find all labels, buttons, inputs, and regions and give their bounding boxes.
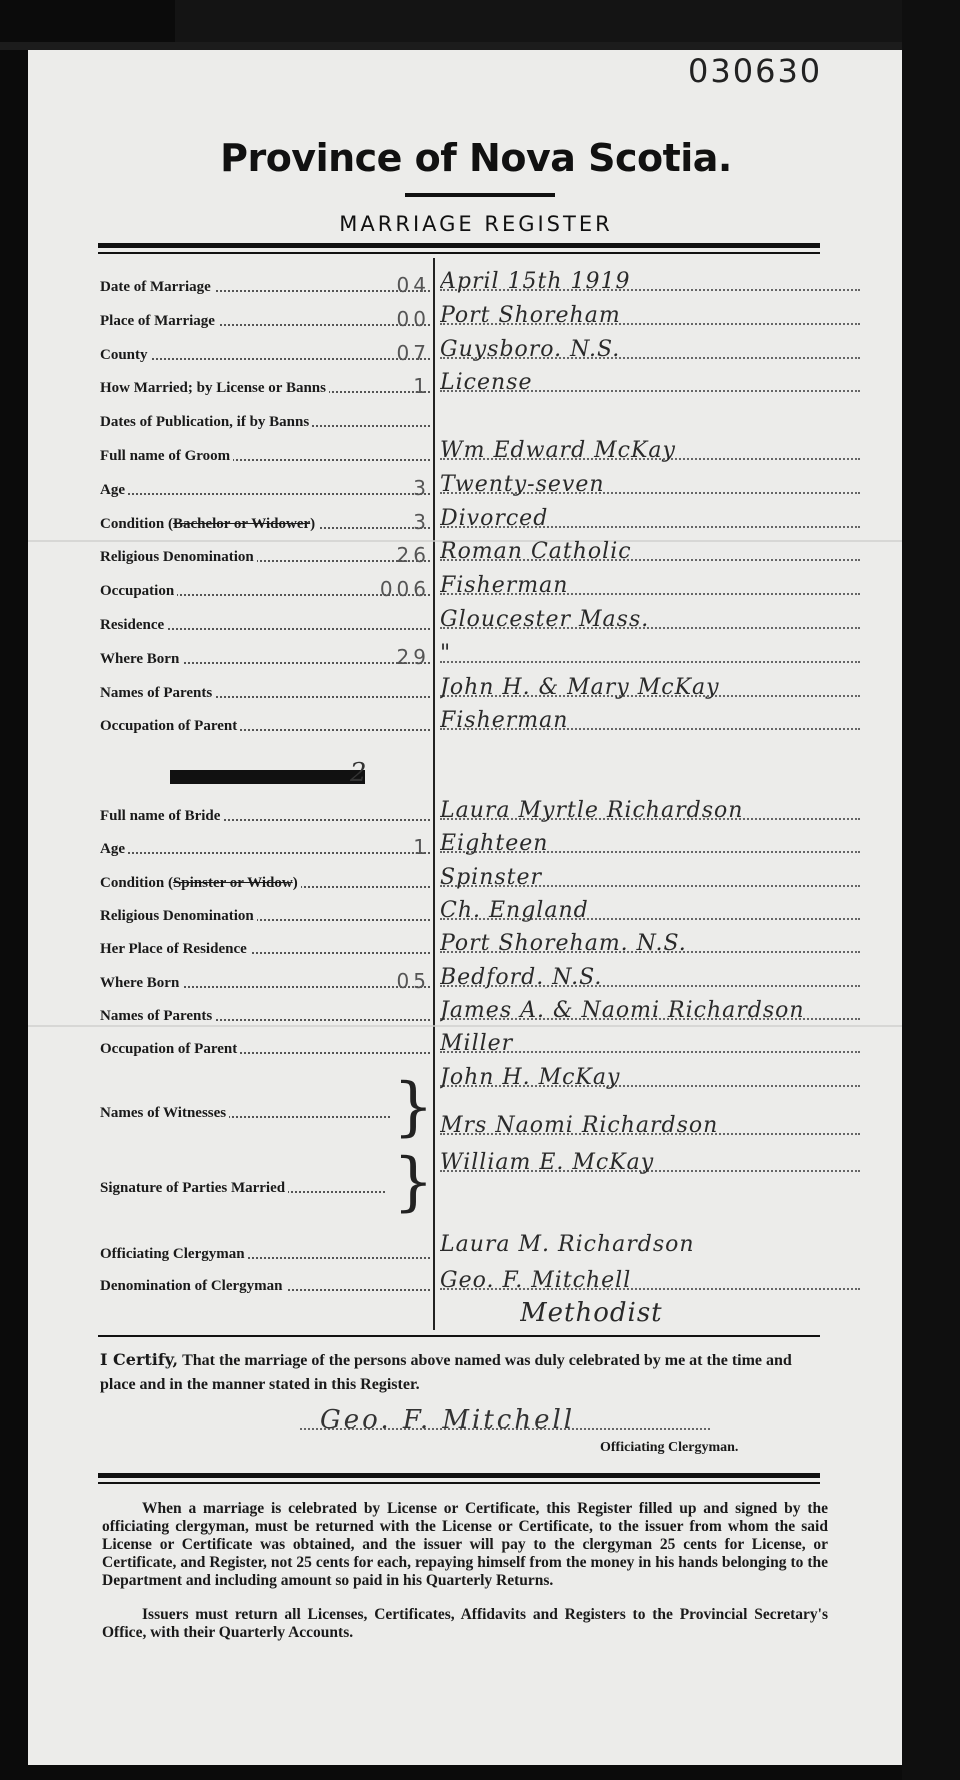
instructions-paragraph: When a marriage is celebrated by License or Certificate, this Register filled up and signed by the officiating clergyman, must be returned with the License or Certificate, to the issuer from whom the said License or Certificate was obtained, and the issuer will pay to the clergyman 25 cents for License, or Certificate, and Register, not 25 cents for each, repaying himself from the money in his hands belonging to the Department and including amount so paid in his Quarterly Returns. [102,1500,828,1589]
clergy-denomination-value: Methodist [520,1298,663,1328]
bride-field-label: Occupation of Parent [100,1041,430,1058]
groom-field-value: License [440,370,860,395]
groom-field-value: Port Shoreham [440,303,860,328]
bride-marker: 2 [350,758,371,788]
groom-field-code: 00 [396,306,430,331]
bride-field-value: Port Shoreham. N.S. [440,931,860,956]
groom-field-value: Wm Edward McKay [440,438,860,463]
title-underline [405,193,555,197]
certify-rule [98,1335,820,1337]
certify-body: That the marriage of the persons above named was duly celebrated by me at the time and place and in the manner stated in this Register. [100,1352,792,1393]
scan-border-band [0,42,960,50]
certify-signature: Geo. F. Mitchell [320,1405,576,1435]
scan-border-right [902,0,960,1780]
groom-field-label: Occupation of Parent [100,718,430,735]
groom-field-value: Twenty-seven [440,472,860,497]
witnesses-label: Names of Witnesses [100,1105,390,1122]
signature-bride: Laura M. Richardson [440,1232,695,1257]
header-rule-thin [98,252,820,254]
witness-2: Mrs Naomi Richardson [440,1113,860,1138]
bride-field-value: Spinster [440,865,860,890]
bride-field-value: Miller [440,1031,860,1056]
signature-groom: William E. McKay [440,1150,860,1175]
issuers-paragraph: Issuers must return all Licenses, Certificates, Affidavits and Registers to the Provincial Secretary's Office, with their Quarterly Accounts. [102,1606,828,1641]
form-subtitle: MARRIAGE REGISTER [339,212,613,236]
groom-field-value: Divorced [440,506,860,531]
signatures-label: Signature of Parties Married [100,1180,385,1197]
groom-field-value: John H. & Mary McKay [440,675,860,700]
officiating-clergyman-label: Officiating Clergyman [100,1246,430,1263]
groom-field-label: How Married; by License or Banns [100,380,430,397]
bride-field-label: Where Born [100,975,430,992]
scan-border-top [175,0,960,42]
header-rule-thick [98,243,820,248]
bride-field-label: Religious Denomination [100,908,430,925]
bride-field-code: 1 [413,835,430,860]
certify-lead: I Certify, [100,1350,179,1369]
groom-field-code: 3 [413,475,430,500]
witnesses-brace: } [393,1070,434,1144]
groom-field-label: Where Born [100,651,430,668]
bride-field-value: Eighteen [440,831,860,856]
paper-fold [28,1025,902,1027]
witness-1: John H. McKay [440,1065,860,1090]
certification-text [100,1348,830,1397]
groom-field-code: 26 [396,543,430,568]
groom-field-value: Guysboro. N.S. [440,337,860,362]
dotted-leader [440,661,860,663]
bride-section-bar [170,770,365,784]
groom-field-value: Fisherman [440,573,860,598]
groom-field-value: " [440,641,860,666]
form-title: Province of Nova Scotia. [220,136,732,180]
groom-field-label: Full name of Groom [100,448,430,465]
bride-field-label: Full name of Bride [100,808,430,825]
groom-field-label: County [100,347,430,364]
groom-field-label: Condition (Bachelor or Widower) [100,516,430,533]
groom-field-value: April 15th 1919 [440,269,860,294]
groom-field-value: Gloucester Mass. [440,607,860,632]
groom-field-value: Fisherman [440,708,860,733]
groom-field-label: Dates of Publication, if by Banns [100,414,430,431]
groom-field-value: Roman Catholic [440,539,860,564]
bride-field-label: Age [100,841,430,858]
notes-rule-thick [98,1473,820,1478]
officiating-clergyman-value: Geo. F. Mitchell [440,1268,860,1293]
groom-field-code: 04 [396,273,430,297]
groom-field-label: Occupation [100,583,430,600]
bride-field-value: James A. & Naomi Richardson [440,998,860,1023]
groom-field-code: 29 [396,644,430,669]
clergy-denomination-label: Denomination of Clergyman [100,1278,430,1295]
bride-field-value: Ch. England [440,898,860,923]
bride-field-value: Laura Myrtle Richardson [440,798,860,823]
bride-field-label: Condition (Spinster or Widow) [100,875,430,892]
groom-field-code: 006 [379,577,430,602]
document-number: 030630 [688,52,823,90]
certify-caption: Officiating Clergyman. [600,1440,739,1455]
groom-field-label: Place of Marriage [100,313,430,330]
certify-signature-line [300,1405,710,1433]
groom-field-label: Religious Denomination [100,549,430,566]
groom-field-label: Age [100,482,430,499]
bride-field-label: Names of Parents [100,1008,430,1025]
groom-field-code: 3 [413,509,430,534]
bride-field-value: Bedford. N.S. [440,965,860,990]
groom-field-label: Names of Parents [100,685,430,702]
groom-field-code: 1 [413,374,430,399]
groom-field-code: 07 [396,340,430,365]
bride-field-code: 05 [396,968,430,993]
groom-field-label: Residence [100,617,430,634]
groom-field-label: Date of Marriage [100,279,430,296]
bride-field-label: Her Place of Residence [100,941,430,958]
signatures-brace: } [393,1145,434,1219]
notes-rule-thin [98,1482,820,1484]
